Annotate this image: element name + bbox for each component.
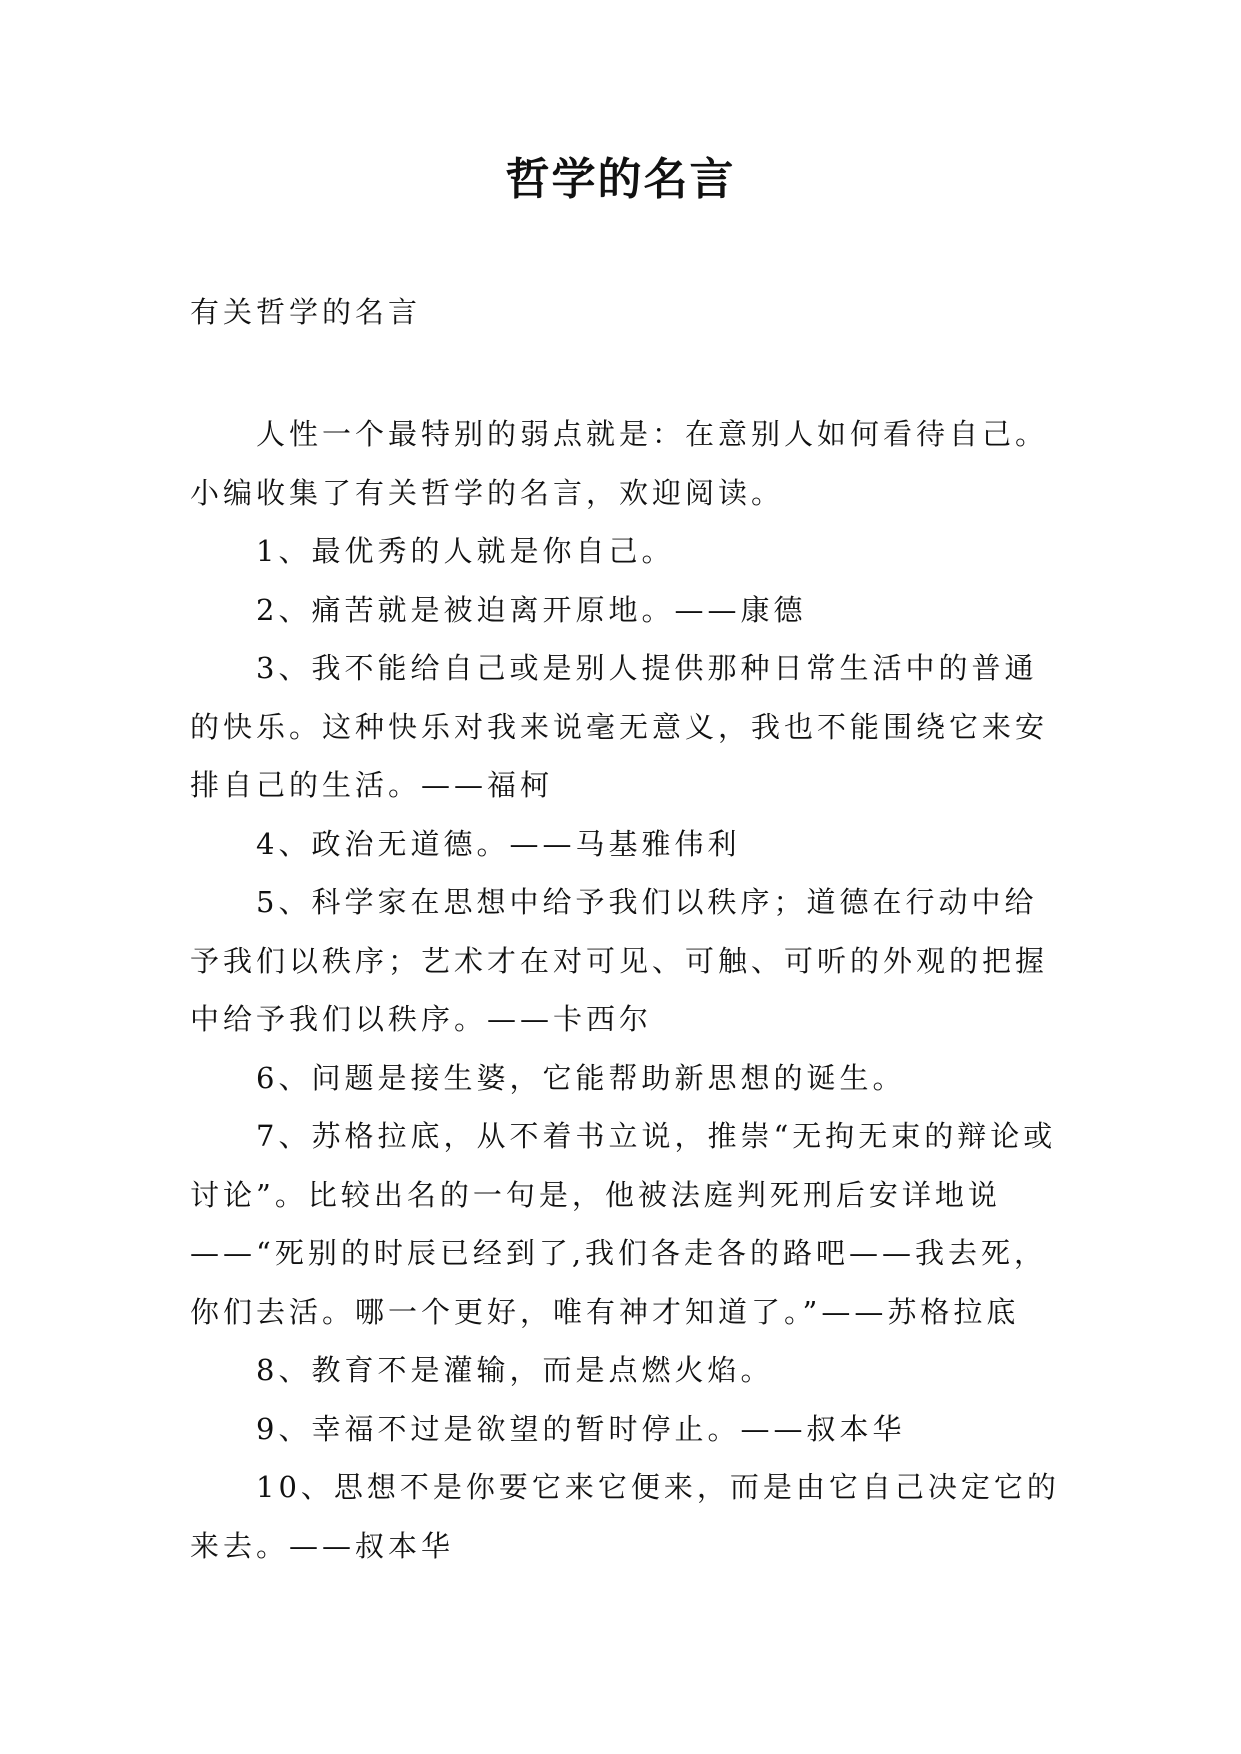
quote-paragraph-4: 4、政治无道德。——马基雅伟利 <box>256 826 741 861</box>
document-body <box>190 405 1070 1575</box>
intro-paragraph: 人性一个最特别的弱点就是：在意别人如何看待自己。小编收集了有关哲学的名言，欢迎阅读。 <box>190 417 1049 510</box>
quote-paragraph-5: 5、科学家在思想中给予我们以秩序；道德在行动中给予我们以秩序；艺术才在对可见、可触、可听的外观的把握中给予我们以秩序。——卡西尔 <box>190 885 1049 1036</box>
quote-paragraph-6: 6、问题是接生婆，它能帮助新思想的诞生。 <box>256 1060 906 1095</box>
quote-paragraph-1: 1、最优秀的人就是你自己。 <box>256 534 675 568</box>
quote-paragraph-2: 2、痛苦就是被迫离开原地。——康德 <box>256 592 807 627</box>
document-subtitle: 有关哲学的名言 <box>190 295 422 329</box>
document-title: 哲学的名言 <box>505 154 736 205</box>
quote-paragraph-9: 9、幸福不过是欲望的暂时停止。——叔本华 <box>256 1411 906 1446</box>
quote-paragraph-10: 10、思想不是你要它来它便来，而是由它自己决定它的来去。——叔本华 <box>190 1470 1060 1563</box>
quote-paragraph-3: 3、我不能给自己或是别人提供那种日常生活中的普通的快乐。这种快乐对我来说毫无意义，我也不能围绕它来安排自己的生活。——福柯 <box>190 651 1049 802</box>
quote-paragraph-8: 8、教育不是灌输，而是点燃火焰。 <box>256 1353 774 1387</box>
quote-paragraph-7: 7、苏格拉底，从不着书立说，推崇“无拘无束的辩论或讨论”。比较出名的一句是，他被法庭判死刑后安详地说——“死别的时辰已经到了,我们各走各的路吧——我去死，你们去活。哪一个更好，唯有神才知道了。”——苏格拉底 <box>190 1119 1057 1329</box>
